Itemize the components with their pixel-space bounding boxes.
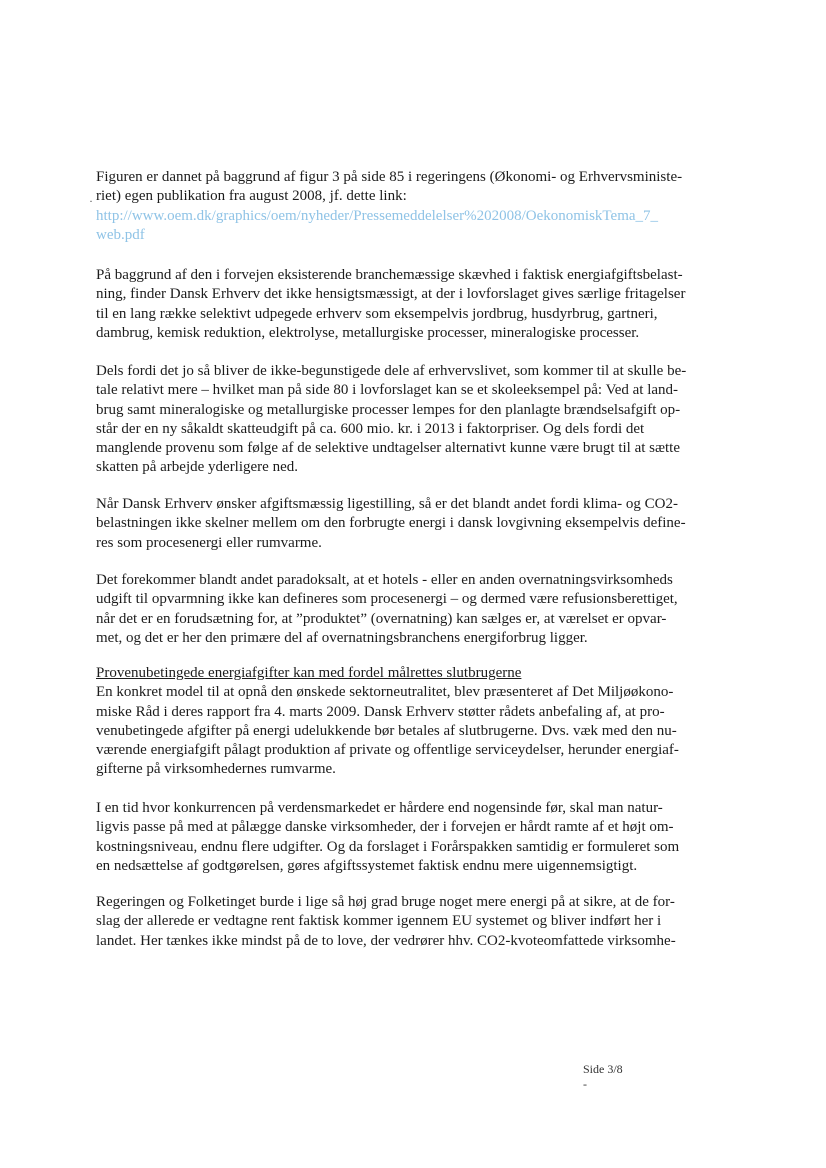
publication-link-continued[interactable]: web.pdf — [96, 226, 145, 243]
text-line: riet) egen publikation fra august 2008, jf. dette link: — [96, 188, 407, 205]
text-line: manglende provenu som følge af de selektive undtagelser alternativt kunne være brugt til at sætte — [96, 440, 680, 457]
text-line: En konkret model til at opnå den ønskede sektorneutralitet, blev præsenteret af Det Miljøøkono- — [96, 684, 674, 701]
text-line: Dels fordi det jo så bliver de ikke-begunstigede dele af erhvervslivet, som kommer til at skulle be- — [96, 363, 687, 379]
paragraph-hotel-paradox — [96, 571, 736, 648]
section-end-user-taxes — [96, 664, 736, 780]
text-line: res som procesenergi eller rumvarme. — [96, 534, 322, 551]
text-line: Når Dansk Erhverv ønsker afgiftsmæssig ligestilling, så er det blandt andet fordi klima- og CO2- — [96, 496, 678, 512]
text-line: brug samt mineralogiske og metallurgiske processer lempes for den planlagte brændselsafgift op- — [96, 401, 681, 418]
text-line: til en lang række selektivt udpegede erhverv som eksempelvis jordbrug, husdyrbrug, gartneri, — [96, 305, 658, 322]
text-line: dambrug, kemisk reduktion, elektrolyse, metallurgiske processer, mineralogiske processer. — [96, 324, 640, 341]
text-line: venubetingede afgifter på energi udelukkende bør betales af slutbrugerne. Dvs. væk med den nu- — [96, 722, 677, 739]
text-line: værende energiafgift pålagt produktion af private og offentlige serviceydelser, herunder energiaf- — [96, 742, 679, 759]
text-line: Regeringen og Folketinget burde i lige så høj grad bruge noget mere energi på at sikre, at de for- — [96, 894, 675, 910]
page-number: Side 3/8 — [583, 1062, 623, 1076]
section-heading: Provenubetingede energiafgifter kan med fordel målrettes slutbrugerne — [96, 665, 522, 681]
text-line: miske Råd i deres rapport fra 4. marts 2009. Dansk Erhverv støtter rådets anbefaling af, at pro- — [96, 703, 665, 720]
text-line: ning, finder Dansk Erhverv det ikke hensigtsmæssigt, at der i lovforslaget gives særlige fritagelser — [96, 286, 686, 303]
text-line: På baggrund af den i forvejen eksisterende branchemæssige skævhed i faktisk energiafgiftsbelast- — [96, 267, 683, 283]
paragraph-non-favoured-sectors — [96, 362, 736, 478]
text-line: skatten på arbejde yderligere ned. — [96, 459, 298, 476]
text-line: kostningsniveau, endnu flere udgifter. Og da forslaget i Forårspakken samtidig er formuleret som — [96, 838, 680, 855]
paragraph-government-eu — [96, 893, 736, 951]
paragraph-equal-taxation — [96, 495, 736, 553]
text-line: Figuren er dannet på baggrund af figur 3 på side 85 i regeringens (Økonomi- og Erhvervsministe- — [96, 169, 683, 185]
text-line: ligvis passe på med at pålægge danske virksomheder, der i forvejen er hårdt ramte af et højt om- — [96, 819, 674, 836]
text-line: når det er en forudsætning for, at ”produktet” (overnatning) kan sælges er, at værelset er opvar- — [96, 610, 667, 627]
text-line: en nedsættelse af godtgørelsen, gøres afgiftssystemet faktisk endnu mere uigennemsigtigt. — [96, 857, 638, 874]
publication-link[interactable]: http://www.oem.dk/graphics/oem/nyheder/Pressemeddelelser%202008/OekonomiskTema_7_ — [96, 207, 659, 224]
footer-dash: - — [583, 1077, 587, 1091]
paragraph-competition — [96, 799, 736, 876]
text-line: gifterne på virksomhedernes rumvarme. — [96, 761, 336, 778]
text-line: landet. Her tænkes ikke mindst på de to love, der vedrører hhv. CO2-kvoteomfattede virksomhe- — [96, 932, 676, 949]
text-line: belastningen ikke skelner mellem om den forbrugte energi i dansk lovgivning eksempelvis define- — [96, 515, 686, 532]
margin-mark: · — [89, 194, 93, 208]
text-line: udgift til opvarmning ikke kan defineres som procesenergi – og dermed være refusionsberettiget, — [96, 591, 678, 608]
text-line: met, og det er her den primære del af overnatningsbranchens energiforbrug ligger. — [96, 629, 588, 646]
text-line: slag der allerede er vedtagne rent faktisk kommer igennem EU systemet og bliver indført her i — [96, 913, 662, 930]
text-line: I en tid hvor konkurrencen på verdensmarkedet er hårdere end nogensinde før, skal man natur- — [96, 800, 663, 816]
paragraph-selective-exemptions — [96, 266, 736, 343]
text-line: Det forekommer blandt andet paradoksalt, at et hotels - eller en anden overnatningsvirksomheds — [96, 572, 673, 588]
paragraph-figure-source — [96, 168, 736, 245]
text-line: står der en ny såkaldt skatteudgift på ca. 600 mio. kr. i 2013 i faktorpriser. Og dels fordi det — [96, 420, 645, 437]
text-line: tale relativt mere – hvilket man på side 80 i lovforslaget kan se et skoleeksempel på: Ved at land- — [96, 382, 679, 399]
